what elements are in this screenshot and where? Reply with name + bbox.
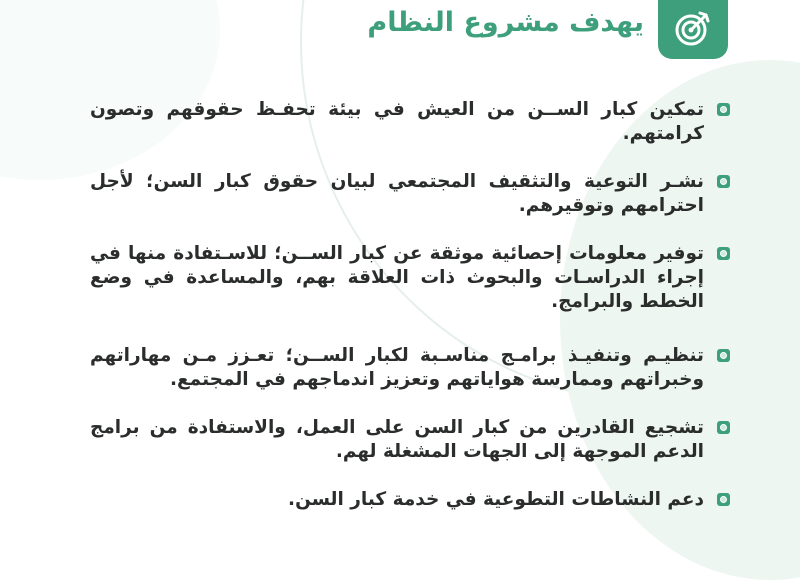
bullet-icon [717, 247, 730, 260]
header [367, 0, 728, 60]
goal-text: نشـر التوعية والتثقيف المجتمعي لبيان حقوق كبار السن؛ لأجل احترامهم وتوقيرهم. [90, 171, 704, 216]
bullet-icon [717, 349, 730, 362]
goal-text: توفير معلومات إحصائية موثقة عن كبار الســن؛ للاسـتفادة منها في إجراء الدراسـات والبحوث ذات العلاقة بهم، والمساعدة في وضع الخطط والبرامج. [90, 243, 704, 312]
goal-text: تشجيع القادرين من كبار السن على العمل، والاستفادة من برامج الدعم الموجهة إلى الجهات المشغلة لهم. [90, 417, 704, 462]
goal-item [90, 98, 730, 146]
goal-item [90, 344, 730, 392]
bullet-icon [717, 421, 730, 434]
page-title: يهدف مشروع النظام [367, 6, 644, 38]
target-icon [673, 8, 713, 48]
goal-text: تمكين كبار الســن من العيش في بيئة تحفـظ حقوقهم وتصون كرامتهم. [90, 99, 704, 144]
goals-list [90, 98, 730, 536]
goal-item [90, 488, 730, 512]
goal-item [90, 170, 730, 218]
bullet-icon [717, 175, 730, 188]
goal-item [90, 416, 730, 464]
target-icon-tile [658, 0, 728, 59]
bullet-icon [717, 103, 730, 116]
goal-item [90, 242, 730, 314]
goal-text: تنظيـم وتنفيـذ برامـج مناسـبة لكبار الســن؛ تعـزز مـن مهاراتهم وخبراتهم وممارسة هواياتهم وتعزيز اندماجهم في المجتمع. [90, 345, 704, 390]
goal-text: دعم النشاطات التطوعية في خدمة كبار السن. [288, 489, 704, 510]
